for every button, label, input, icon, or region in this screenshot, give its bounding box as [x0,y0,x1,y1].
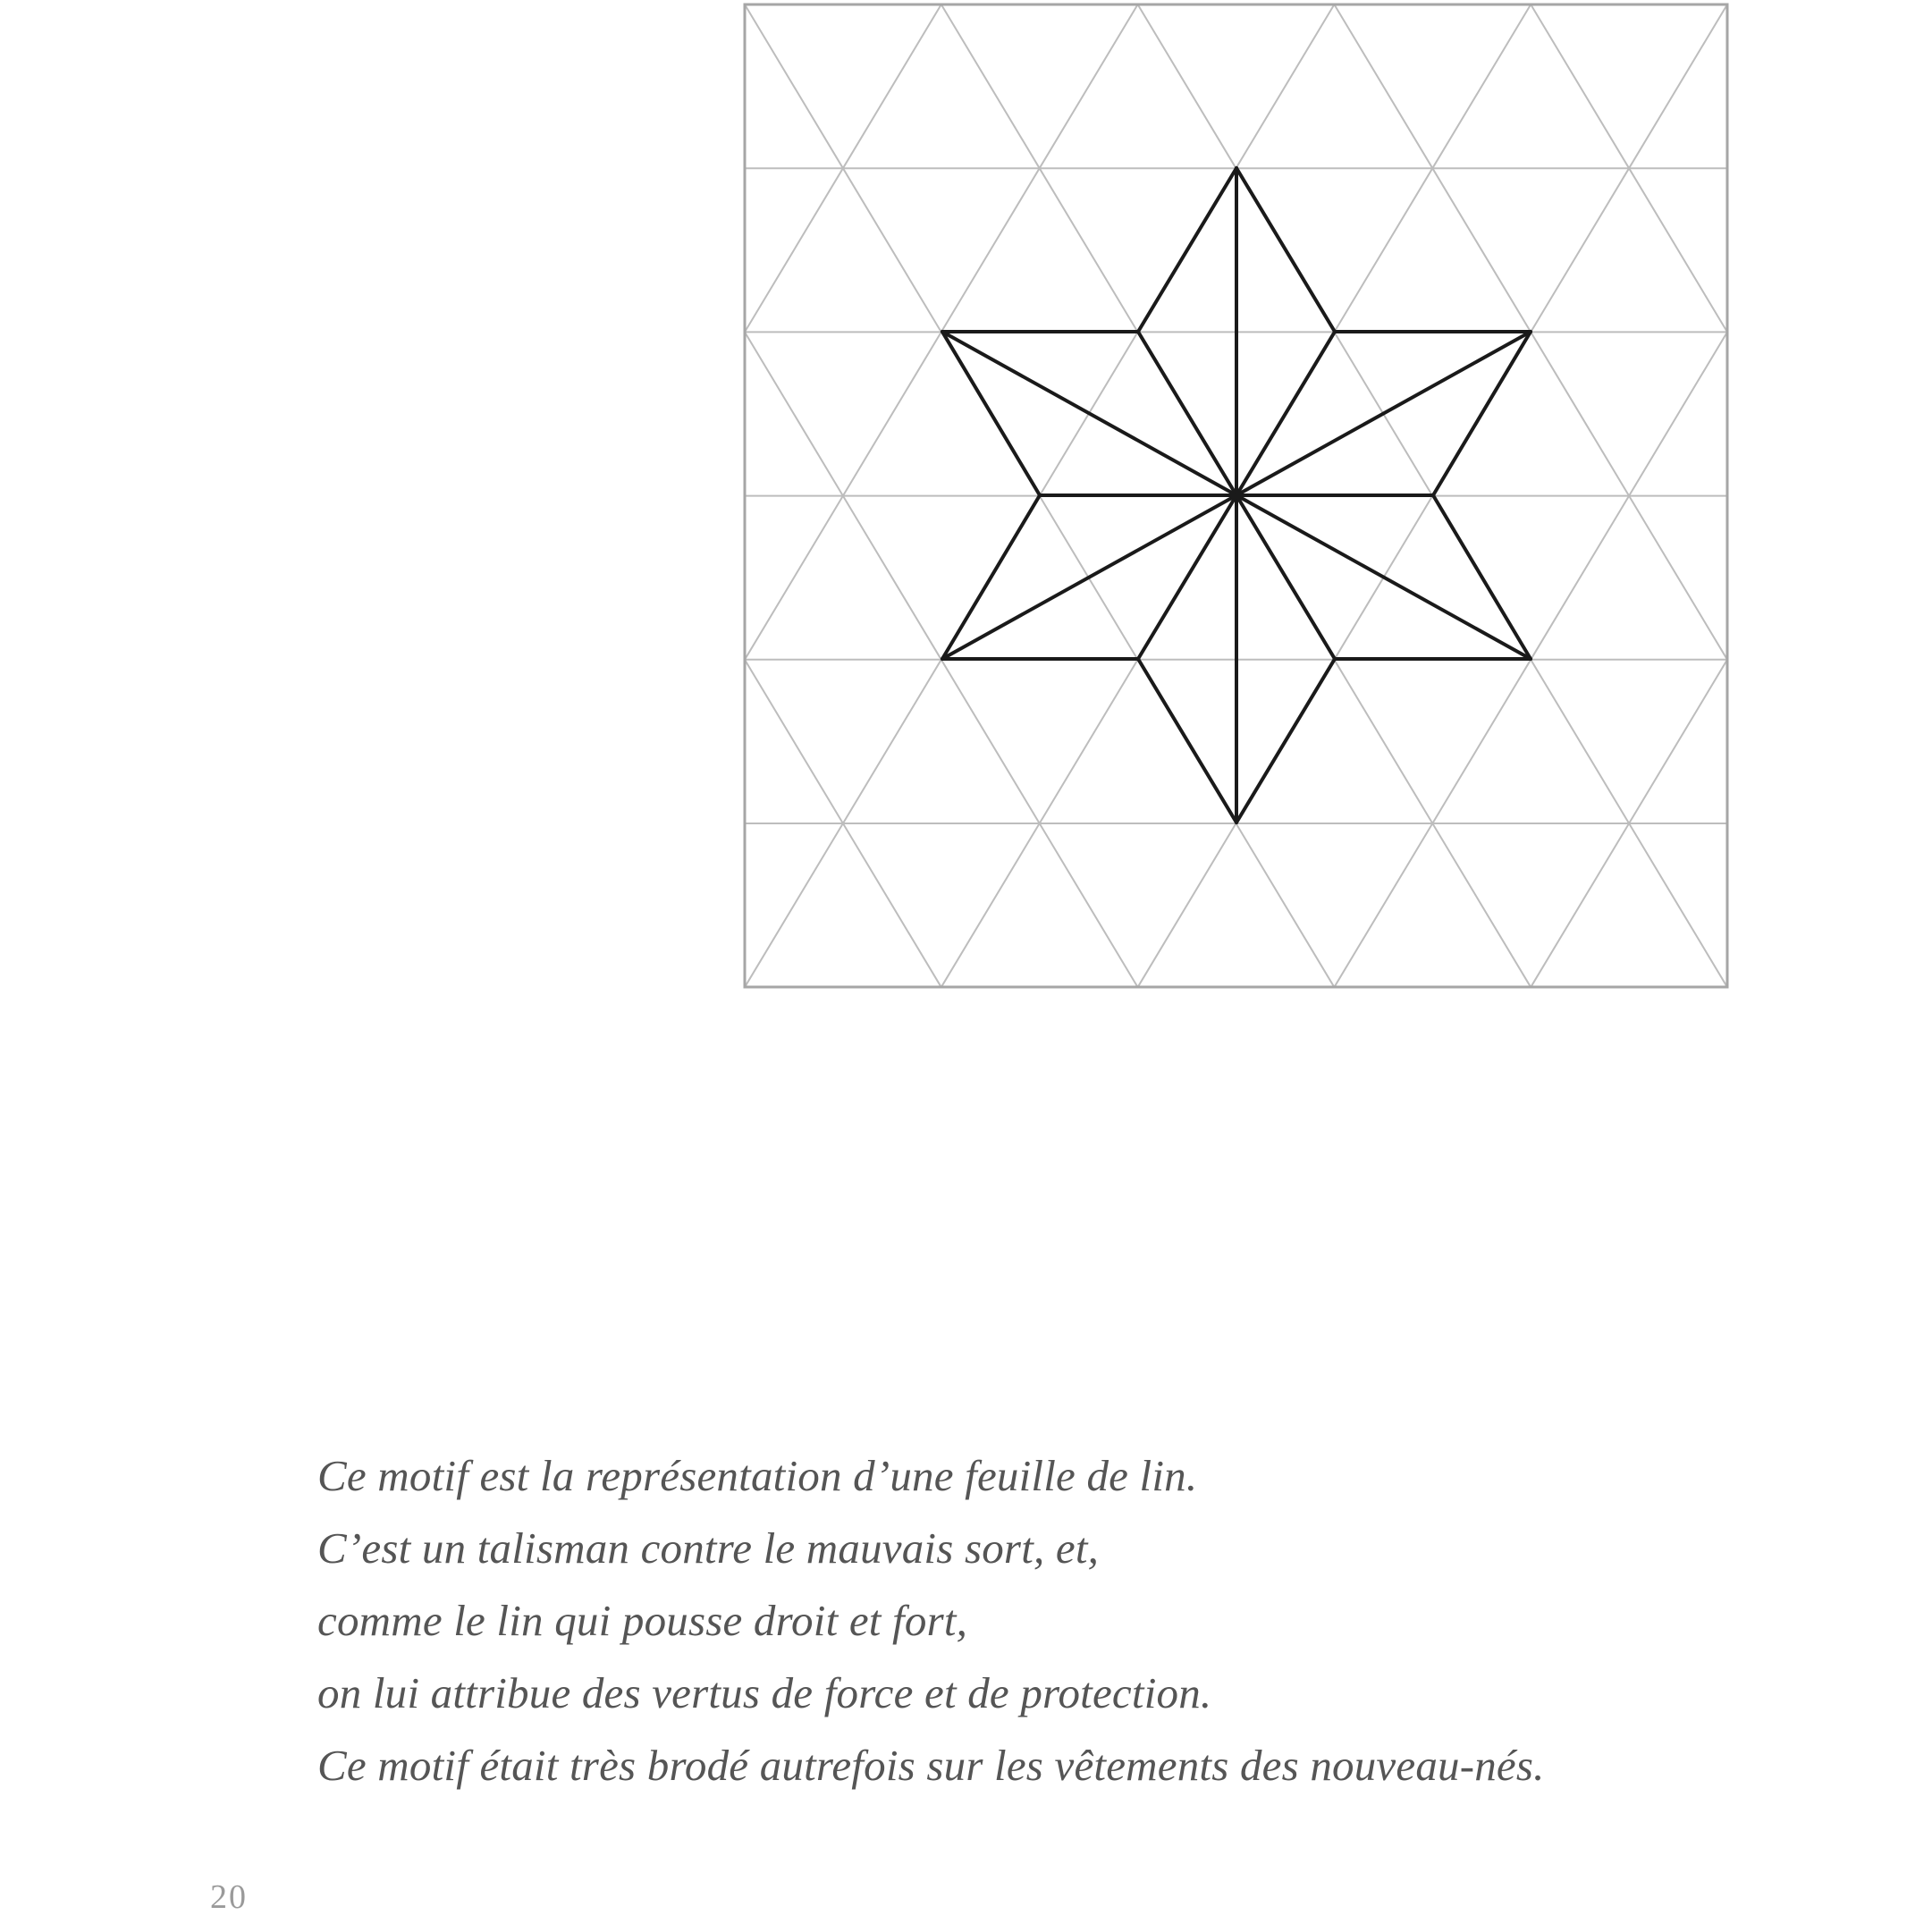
grid-line-diagonal [1531,496,1629,660]
grid-line-diagonal [1629,496,1727,660]
page-number: 20 [210,1878,248,1916]
grid-line-diagonal [1531,168,1629,332]
grid-line-diagonal [745,660,843,823]
star-outline-edge [1138,659,1236,823]
star-outline-edge [942,332,1040,495]
grid-line-diagonal [745,168,843,332]
star-outline-edge [1138,168,1236,332]
star-outline-edge [1236,659,1335,823]
grid-line-diagonal [1040,168,1138,332]
grid-line-diagonal [843,4,941,168]
grid-line-diagonal [1531,4,1629,168]
star-inner-spoke [1138,495,1236,659]
grid-line-diagonal [1334,660,1432,823]
grid-line-diagonal [1531,660,1629,823]
grid-line-diagonal [1531,823,1629,987]
grid-line-diagonal [1334,823,1432,987]
grid-line-diagonal [843,332,941,495]
grid-line-diagonal [1236,823,1335,987]
grid-line-diagonal [745,496,843,660]
star-inner-spoke [942,332,1236,495]
grid-line-diagonal [1629,168,1727,332]
caption-line: Ce motif est la représentation d’une feuille de lin. [317,1451,1198,1500]
caption-line: comme le lin qui pousse droit et fort, [317,1596,968,1645]
grid-line-diagonal [1629,4,1727,168]
grid-line-diagonal [1629,332,1727,495]
grid-line-diagonal [1334,4,1432,168]
caption-line: Ce motif était très brodé autrefois sur les vêtements des nouveau-nés. [317,1741,1545,1790]
grid-line-diagonal [1040,660,1138,823]
star-inner-spoke [942,495,1236,659]
grid-line-diagonal [1432,4,1531,168]
grid-line-diagonal [941,823,1040,987]
star-outline-edge [1433,332,1531,495]
grid-line-diagonal [745,823,843,987]
grid-line-diagonal [1432,823,1531,987]
caption-line: C’est un talisman contre le mauvais sort, et, [317,1523,1100,1573]
grid-line-diagonal [1040,4,1138,168]
grid-line-diagonal [843,168,941,332]
grid-line-diagonal [745,332,843,495]
grid-line-diagonal [1629,660,1727,823]
motif-description [317,1439,1837,1801]
caption-line: on lui attribue des vertus de force et de protection. [317,1668,1212,1717]
grid-line-diagonal [1432,168,1531,332]
grid-line-diagonal [1629,823,1727,987]
star-inner-spoke [1236,495,1335,659]
grid-line-diagonal [941,168,1040,332]
grid-line-diagonal [745,4,843,168]
star-inner-spoke [1236,332,1531,495]
grid-line-diagonal [941,4,1040,168]
star-outline-edge [1236,168,1335,332]
grid-line-diagonal [1236,4,1335,168]
grid-line-diagonal [843,823,941,987]
star-outline-edge [942,495,1040,659]
grid-line-diagonal [1138,4,1236,168]
grid-line-diagonal [843,660,941,823]
star-outline-edge [1433,495,1531,659]
grid-line-diagonal [843,496,941,660]
star-inner-spoke [1138,332,1236,495]
grid-line-diagonal [941,660,1040,823]
grid-line-diagonal [1334,168,1432,332]
grid-line-diagonal [1531,332,1629,495]
grid-line-diagonal [1432,660,1531,823]
star-inner-spoke [1236,495,1531,659]
star-inner-spoke [1236,332,1335,495]
grid-line-diagonal [1138,823,1236,987]
grid-line-diagonal [1040,823,1138,987]
